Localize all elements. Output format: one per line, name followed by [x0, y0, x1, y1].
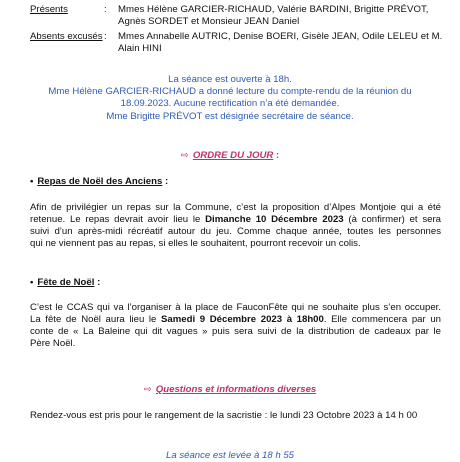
- closing-text: La séance est levée à 18 h 55: [165, 450, 294, 461]
- agenda-heading: [20, 150, 440, 162]
- repas-date: Dimanche 10 Décembre 2023: [205, 214, 344, 225]
- absent-separator: :: [104, 31, 107, 42]
- section-repas-heading: [30, 176, 168, 188]
- opening-line2: Mme Hélène GARCIER-RICHAUD a donné lecture du compte-rendu de la réunion du: [48, 86, 412, 97]
- repas-line4: qui ne viennent pas au repas, si elles le souhaitent, pourront recevoir un colis.: [30, 238, 361, 249]
- opening-line4: Mme Brigitte PRÉVOT est désignée secrétaire de séance.: [106, 111, 354, 122]
- present-names: [118, 4, 448, 28]
- fete-line2-start: La fête de Noël aura lieu le: [30, 314, 162, 325]
- questions-title: Questions et informations diverses: [155, 384, 317, 395]
- repas-line2-end: (à confirmer) et sera: [343, 214, 441, 225]
- fete-line3: conte de « La Baleine qui dit vagues » puis sera suivi de la distribution de cadeaux par le: [30, 326, 441, 337]
- section-repas-body: [30, 202, 441, 250]
- absent-label: Absents excusés: [30, 31, 103, 42]
- section-repas-title: Repas de Noël des Anciens: [37, 176, 163, 187]
- agenda-title: ORDRE DU JOUR: [192, 150, 274, 161]
- fete-line4: Père Noël.: [30, 338, 76, 349]
- opening-line3: 18.09.2023. Aucune rectification n’a été demandée.: [120, 98, 340, 109]
- bullet-icon: •: [30, 277, 34, 288]
- present-separator: :: [104, 4, 107, 15]
- repas-line1: Afin de privilégier un repas sur la Commune, c’est la proposition d’Alpes Montjoie qui a été: [30, 202, 441, 213]
- fete-line2: [30, 314, 441, 326]
- present-names-line2: Agnès SORDET et Monsieur JEAN Daniel: [118, 16, 300, 27]
- questions-heading: [20, 384, 440, 396]
- present-names-line1: Mmes Hélène GARCIER-RICHAUD, Valérie BARDINI, Brigitte PRÉVOT,: [118, 4, 429, 15]
- agenda-arrow-icon: ⇨: [180, 150, 189, 161]
- fete-line2-end: . Elle commencera par un: [323, 314, 441, 325]
- absent-names-line1: Mmes Annabelle AUTRIC, Denise BOERI, Gisèle JEAN, Odile LELEU et M.: [118, 31, 443, 42]
- section-fete-title: Fête de Noël: [37, 277, 95, 288]
- repas-line2: [30, 214, 441, 226]
- absent-names-line2: Alain HINI: [118, 43, 162, 54]
- fete-date: Samedi 9 Décembre 2023 à 18h00: [161, 314, 324, 325]
- questions-arrow-icon: ⇨: [143, 384, 152, 395]
- section-fete-suffix: :: [94, 277, 101, 288]
- section-fete-body: [30, 302, 441, 350]
- meeting-text: Rendez-vous est pris pour le rangement de la sacristie : le lundi 23 Octobre 2023 à 14 h 00: [30, 410, 418, 421]
- present-label: Présents: [30, 4, 68, 15]
- repas-line2-start: retenue. Le repas devrait avoir lieu le: [30, 214, 206, 225]
- section-repas-suffix: :: [162, 176, 169, 187]
- repas-line3: suivi d’un après-midi récréatif autour du jeu. Comme chaque année, toutes les personnes: [30, 226, 441, 237]
- agenda-suffix: :: [273, 150, 280, 161]
- fete-line1: C’est le CCAS qui va l’organiser à la place de FauconFête qui ne souhaite plus s’en occuper.: [30, 302, 441, 313]
- absent-names: [118, 31, 448, 55]
- section-fete-heading: [30, 277, 100, 289]
- bullet-icon: •: [30, 176, 34, 187]
- opening-line1: La séance est ouverte à 18h.: [168, 74, 292, 85]
